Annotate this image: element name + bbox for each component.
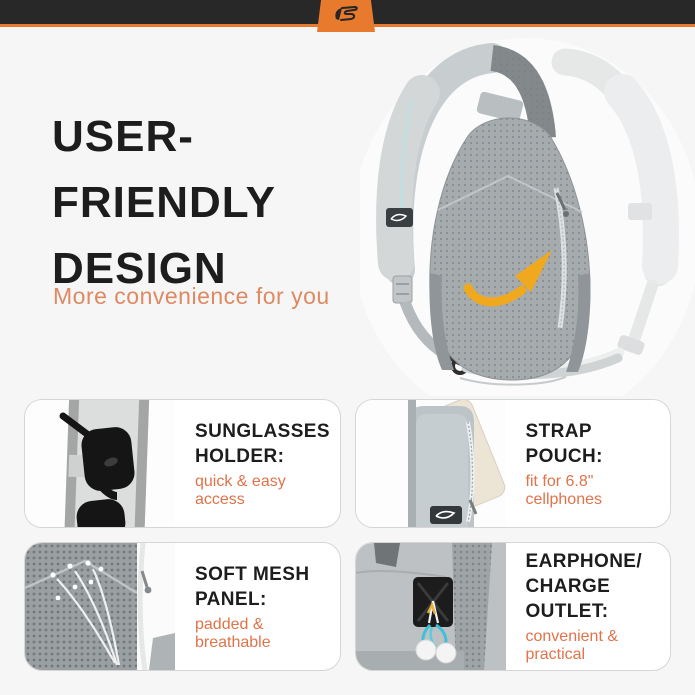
feature-desc: fit for 6.8" cellphones [525, 472, 602, 508]
feature-title: STRAP POUCH: [525, 420, 603, 467]
sunglasses-holder-image [25, 400, 175, 527]
hero-title-line-3: DESIGN [52, 244, 227, 293]
hero-title-line-2: FRIENDLY [52, 178, 276, 227]
feature-card-sunglasses-holder [24, 399, 341, 528]
strap-pouch-image [356, 400, 506, 527]
outlet-patch-icon [413, 577, 453, 627]
hero-title [52, 104, 276, 302]
feature-card-strap-pouch [355, 399, 672, 528]
feature-title: SOFT MESH PANEL: [195, 563, 310, 610]
earphone-outlet-image [356, 543, 506, 670]
feature-card-earphone-outlet [355, 542, 672, 671]
mesh-panel-image [25, 543, 175, 670]
feature-title: SUNGLASSES HOLDER: [195, 420, 330, 467]
hero-title-line-1: USER- [52, 112, 194, 161]
feature-desc: padded & breathable [195, 615, 271, 651]
brand-logo-tab [317, 0, 375, 32]
brand-logo-icon [330, 2, 362, 31]
sling-bag-illustration [360, 38, 695, 396]
hero-subtitle: More convenience for you [53, 283, 330, 309]
feature-card-soft-mesh-panel [24, 542, 341, 671]
feature-cards [24, 399, 671, 671]
feature-desc: convenient & practical [525, 628, 619, 663]
feature-desc: quick & easy access [195, 472, 286, 508]
feature-title: EARPHONE/ CHARGE OUTLET: [525, 551, 643, 622]
